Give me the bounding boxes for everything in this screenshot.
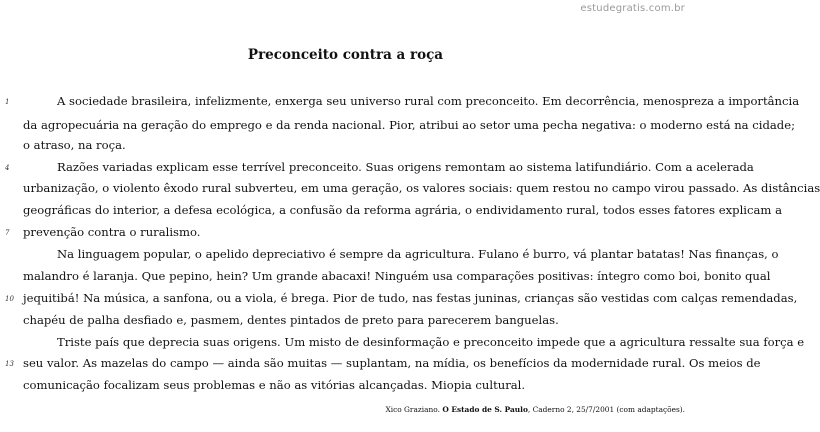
text-line: comunicação focalizam seus problemas e não as vitórias alcançadas. Miopia cultural. [23, 378, 526, 392]
text-line: jequitibá! Na música, a sanfona, ou a viola, é brega. Pior de tudo, nas festas juninas, crianças são vestidas com calças remendadas, [23, 291, 798, 305]
text-line: A sociedade brasileira, infelizmente, enxerga seu universo rural com preconceito. Em decorrência, menospreza a importância [57, 94, 800, 108]
text-line: prevenção contra o ruralismo. [23, 225, 201, 239]
source-author: Xico Graziano. [385, 405, 440, 414]
text-line: da agropecuária na geração do emprego e da renda nacional. Pior, atribui ao setor uma pecha negativa: o moderno está na cidade; [23, 118, 795, 132]
line-number: 13 [5, 360, 14, 368]
text-line: o atraso, na roça. [23, 138, 126, 152]
source-citation [385, 405, 685, 414]
text-line: Triste país que deprecia suas origens. Um misto de desinformação e preconceito impede que a agricultura ressalte sua força e [57, 335, 805, 349]
watermark: estudegratis.com.br [580, 3, 685, 14]
text-line: malandro é laranja. Que pepino, hein? Um grande abacaxi! Ninguém usa comparações positivas: íntegro como boi, bonito qual [23, 269, 771, 283]
line-number: 1 [5, 98, 10, 106]
text-line: seu valor. As mazelas do campo — ainda são muitas — suplantam, na mídia, os benefícios da modernidade rural. Os meios de [23, 356, 761, 370]
text-line: Na linguagem popular, o apelido depreciativo é sempre da agricultura. Fulano é burro, vá plantar batatas! Nas finanças, o [57, 247, 779, 261]
text-line: Razões variadas explicam esse terrível preconceito. Suas origens remontam ao sistema latifundiário. Com a acelerada [57, 160, 754, 174]
line-number: 7 [5, 229, 10, 237]
source-publication: O Estado de S. Paulo [442, 405, 528, 414]
line-number: 4 [5, 164, 10, 172]
line-number: 10 [5, 295, 14, 303]
source-details: , Caderno 2, 25/7/2001 (com adaptações). [527, 405, 685, 414]
text-line: chapéu de palha desfiado e, pasmem, dentes pintados de preto para parecerem banguelas. [23, 313, 559, 327]
text-line: urbanização, o violento êxodo rural subverteu, em uma geração, os valores sociais: quem restou no campo virou passado. As distâncias [23, 181, 820, 195]
page-title: Preconceito contra a roça [247, 47, 444, 63]
text-line: geográficas do interior, a defesa ecológica, a confusão da reforma agrária, o endividamento rural, todos esses fatores explicam a [23, 203, 782, 217]
